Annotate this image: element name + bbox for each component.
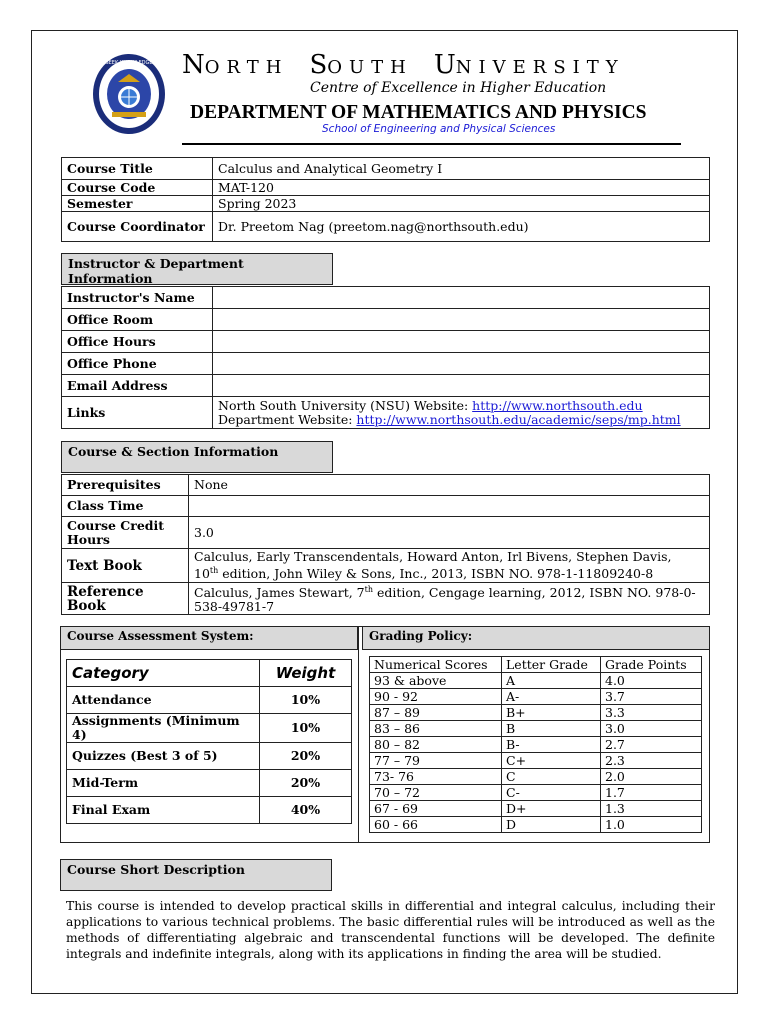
section-info-heading: Course & Section Information: [61, 441, 333, 473]
grade-row: 77 – 79 C+ 2.3: [370, 753, 702, 769]
grade-row: 93 & above A 4.0: [370, 673, 702, 689]
grading-table: Numerical Scores Letter Grade Grade Points 93 & above A 4.0 90 - 92 A- 3.7 87 – 89 B+ 3.3 83 – 86 B 3.0 80 – 82 B- 2.7 77 – 79 C+ 2.3 73- 76 C 2.0 70 – 72 C- 1.7 67 - 69 D+ 1.3 60 - 66 D 1.0: [369, 656, 702, 833]
school-name: School of Engineering and Physical Sciences: [322, 123, 556, 135]
svg-text:SEEK KNOWLEDGE: SEEK KNOWLEDGE: [105, 60, 153, 66]
grade-row: 67 - 69 D+ 1.3: [370, 801, 702, 817]
grade-row: 90 - 92 A- 3.7: [370, 689, 702, 705]
assessment-divider: [358, 626, 359, 843]
grade-row: 87 – 89 B+ 3.3: [370, 705, 702, 721]
department-website-link[interactable]: http://www.northsouth.edu/academic/seps/mp.html: [356, 411, 681, 427]
instructor-section-heading: Instructor & Department Information: [61, 253, 333, 285]
description-heading: Course Short Description: [60, 859, 332, 891]
grade-row: 70 – 72 C- 1.7: [370, 785, 702, 801]
assessment-table: Category Weight Attendance 10% Assignments (Minimum 4) 10% Quizzes (Best 3 of 5) 20% Mid-Term 20% Final Exam 40%: [66, 659, 352, 824]
grade-row: 73- 76 C 2.0: [370, 769, 702, 785]
instructor-table: Instructor's Name Office Room Office Hours Office Phone Email Address Links North South University (NSU) Website: http://www.northsouth.edu Department Website: http://www.northsouth.edu/academic/seps/mp.html: [61, 286, 710, 429]
course-description: This course is intended to develop practical skills in differential and integral calculus, including their applications to various technical problems. The basic differential rules will be introduced as well as the methods of differentiating algebraic and transcendental functions will be developed. The definite integrals and indefinite integrals, along with its applications in finding the area will be studied.: [66, 899, 715, 961]
course-info-table: Course Title Calculus and Analytical Geometry I Course Code MAT-120 Semester Spring 2023 Course Coordinator Dr. Preetom Nag (preetom.nag@northsouth.edu): [61, 157, 710, 242]
header-divider: [182, 143, 681, 145]
grading-heading: Grading Policy:: [362, 626, 710, 650]
university-name: NORTH SOUTH UNIVERSITY: [182, 50, 625, 80]
assessment-heading: Course Assessment System:: [60, 626, 358, 650]
section-info-table: Prerequisites None Class Time Course Credit Hours 3.0 Text Book Calculus, Early Transcendentals, Howard Anton, Irl Bivens, Stephen Davis, 10th edition, John Wiley & Sons, Inc., 2013, ISBN NO. 978-1-11809240-8 Reference Book Calculus, James Stewart, 7th edition, Cengage learning, 2012, ISBN NO. 978-0-538-49781-7: [61, 474, 710, 615]
grade-row: 60 - 66 D 1.0: [370, 817, 702, 833]
grade-row: 83 – 86 B 3.0: [370, 721, 702, 737]
university-logo: [90, 52, 168, 136]
nsu-website-link[interactable]: http://www.northsouth.edu: [472, 397, 643, 413]
university-motto: Centre of Excellence in Higher Education: [310, 80, 607, 96]
department-title: DEPARTMENT OF MATHEMATICS AND PHYSICS: [190, 102, 647, 123]
grade-row: 80 – 82 B- 2.7: [370, 737, 702, 753]
